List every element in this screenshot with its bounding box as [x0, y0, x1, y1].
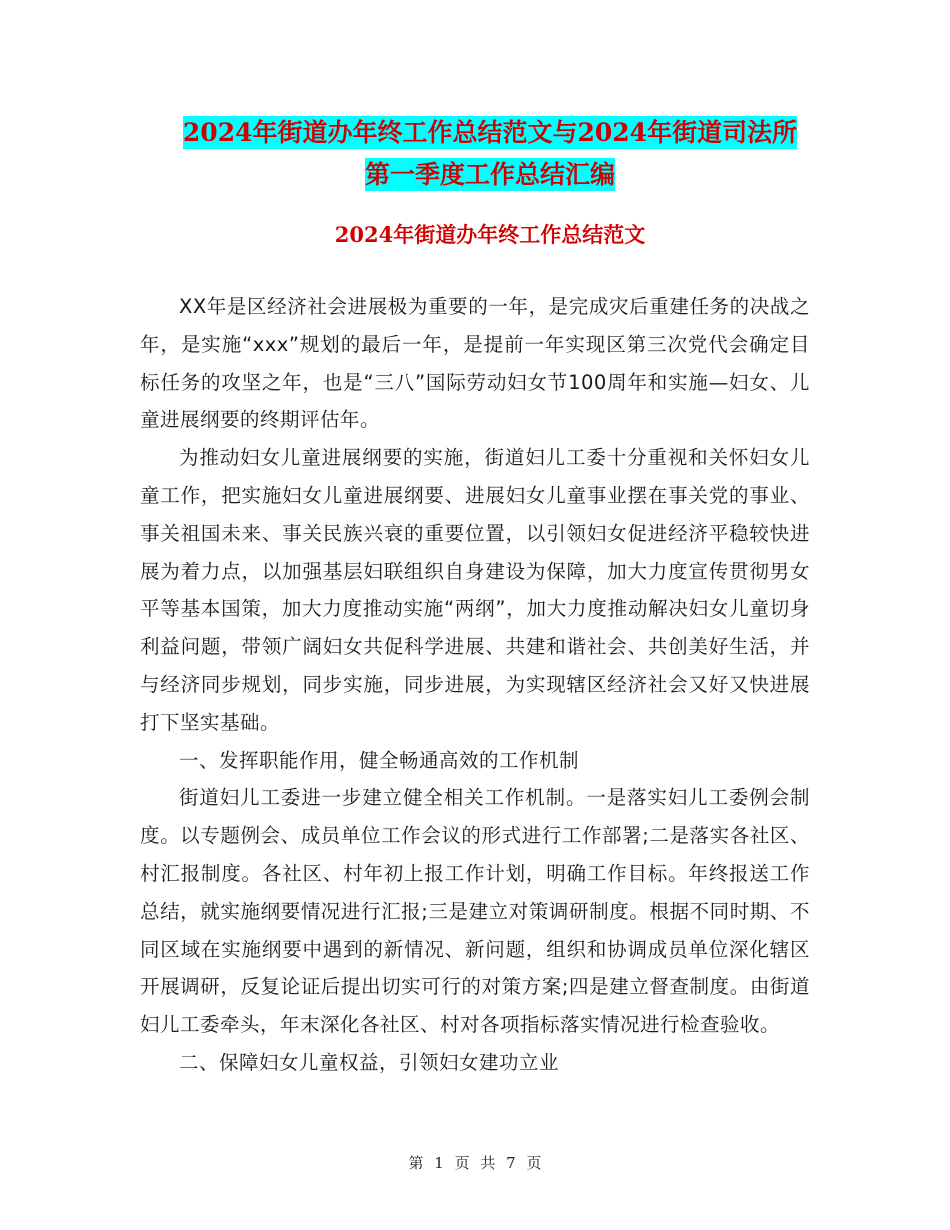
title-line-2: 第一季度工作总结汇编	[364, 160, 615, 189]
section-heading: 二、保障妇女儿童权益，引领妇女建功立业	[179, 1050, 560, 1074]
section-heading: 一、发挥职能作用，健全畅通高效的工作机制	[179, 748, 580, 772]
document-title	[140, 112, 840, 196]
paragraph: XX年是区经济社会进展极为重要的一年，是完成灾后重建任务的决战之年，是实施“xxx”规划的最后一年，是提前一年实现区第三次党代会确定目标任务的攻坚之年，也是“三八”国际劳动妇女节100周年和实施—妇女、儿童进展纲要的终期评估年。	[140, 295, 810, 432]
paragraph: 街道妇儿工委进一步建立健全相关工作机制。一是落实妇儿工委例会制度。以专题例会、成员单位工作会议的形式进行工作部署;二是落实各社区、村汇报制度。各社区、村年初上报工作计划，明确工作目标。年终报送工作总结，就实施纲要情况进行汇报;三是建立对策调研制度。根据不同时期、不同区域在实施纲要中遇到的新情况、新问题，组织和协调成员单位深化辖区开展调研，反复论证后提出切实可行的对策方案;四是建立督查制度。由街道妇儿工委牵头，年末深化各社区、村对各项指标落实情况进行检查验收。	[140, 786, 810, 1037]
document-body	[140, 288, 810, 1082]
page-footer: 第 1 页 共 7 页	[408, 1154, 542, 1172]
title-line-1: 2024年街道办年终工作总结范文与2024年街道司法所	[182, 118, 798, 147]
section-title: 2024年街道办年终工作总结范文	[334, 222, 646, 247]
paragraph: 为推动妇女儿童进展纲要的实施，街道妇儿工委十分重视和关怀妇女儿童工作，把实施妇女儿童进展纲要、进展妇女儿童事业摆在事关党的事业、事关祖国未来、事关民族兴衰的重要位置，以引领妇女促进经济平稳较快进展为着力点，以加强基层妇联组织自身建设为保障，加大力度宣传贯彻男女平等基本国策，加大力度推动实施“两纲”，加大力度推动解决妇女儿童切身利益问题，带领广阔妇女共促科学进展、共建和谐社会、共创美好生活，并与经济同步规划，同步实施，同步进展，为实现辖区经济社会又好又快进展打下坚实基础。	[140, 446, 810, 734]
